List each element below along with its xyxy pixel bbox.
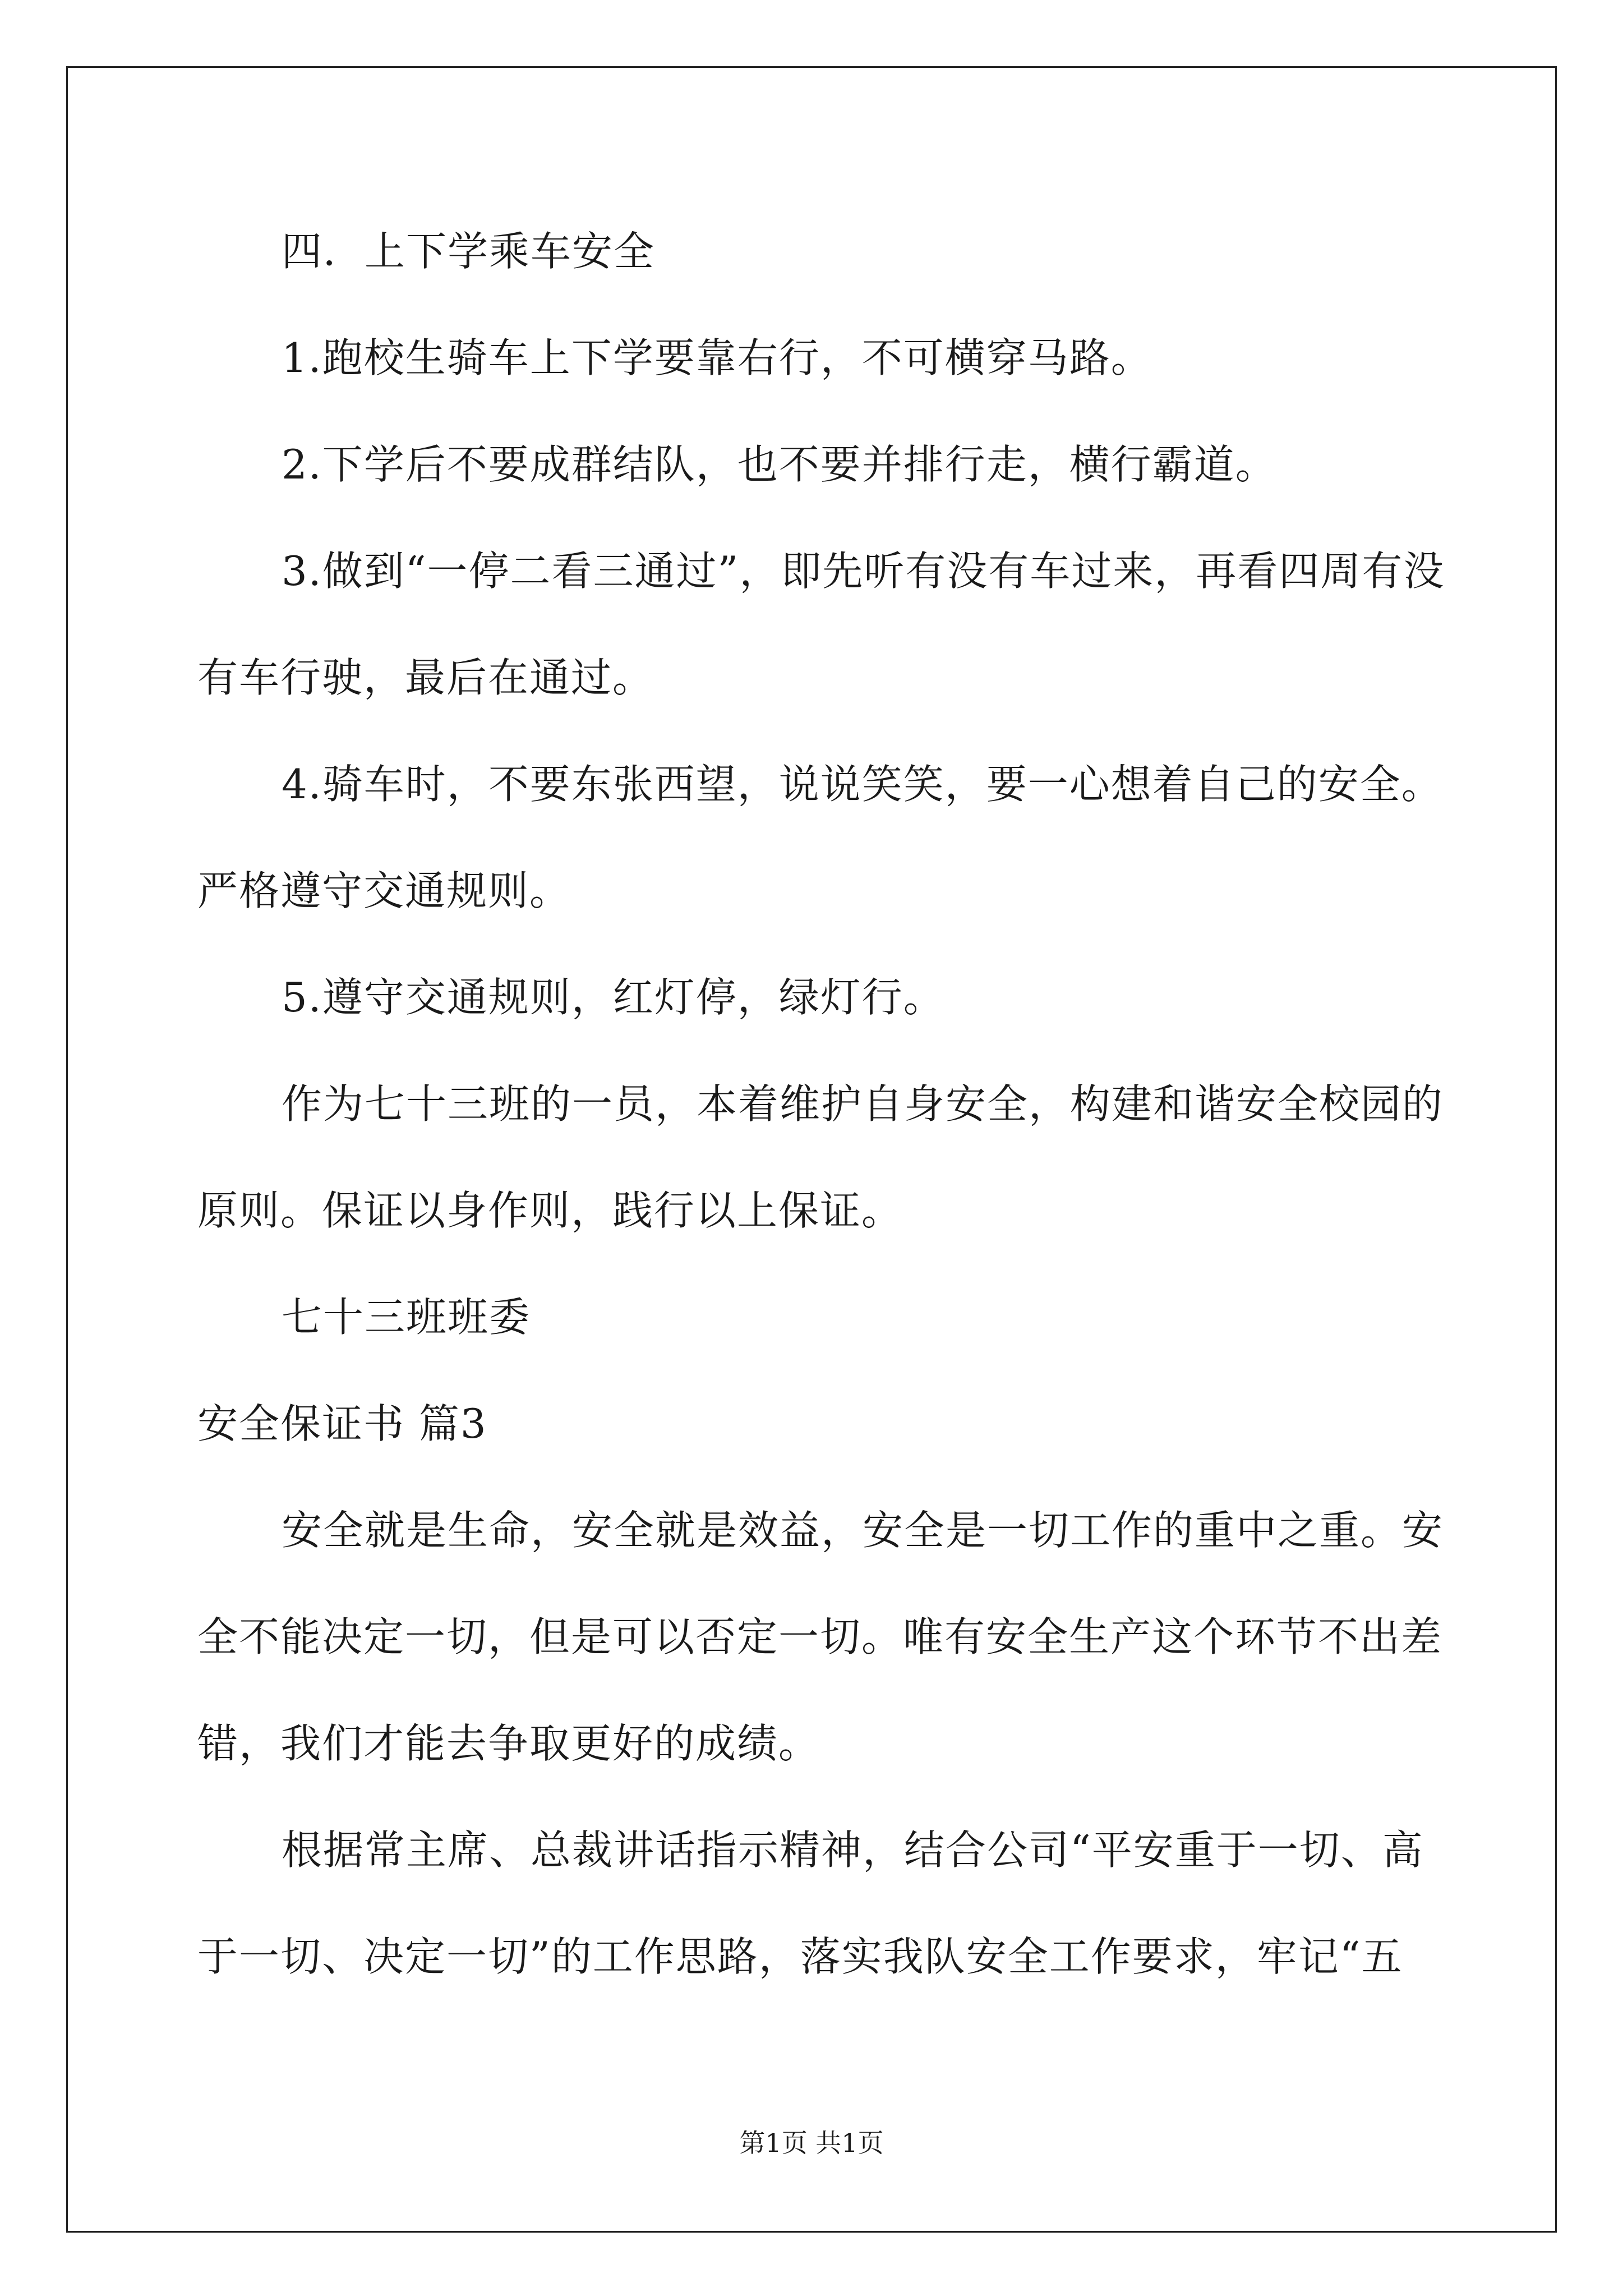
paragraph-1-line-1: 安全就是生命，安全就是效益，安全是一切工作的重中之重。安	[282, 1507, 1444, 1554]
paragraph-2-line-1: 根据常主席、总裁讲话指示精神，结合公司“平安重于一切、高	[282, 1826, 1424, 1874]
page-border	[66, 66, 1557, 2233]
rule-4-line-2: 严格遵守交通规则。	[197, 867, 571, 914]
pledge-paragraph-line-2: 原则。保证以身作则，践行以上保证。	[197, 1187, 903, 1234]
section-heading-travel-safety: 四．上下学乘车安全	[282, 228, 656, 275]
rule-1: 1.跑校生骑车上下学要靠右行，不可横穿马路。	[282, 334, 1152, 381]
paragraph-1-line-2: 全不能决定一切，但是可以否定一切。唯有安全生产这个环节不出差	[197, 1613, 1443, 1660]
page-number-footer: 第1页 共1页	[739, 2128, 884, 2158]
rule-3-line-2: 有车行驶，最后在通过。	[197, 654, 654, 701]
signature-class-committee: 七十三班班委	[282, 1294, 531, 1341]
rule-3-line-1: 3.做到“一停二看三通过”，即先听有没有车过来，再看四周有没	[282, 547, 1445, 595]
section-title-pledge-3: 安全保证书 篇3	[197, 1400, 487, 1447]
rule-5: 5.遵守交通规则，红灯停，绿灯行。	[282, 974, 945, 1021]
paragraph-2-line-2: 于一切、决定一切”的工作思路，落实我队安全工作要求，牢记“五	[197, 1933, 1403, 1980]
paragraph-1-line-3: 错，我们才能去争取更好的成绩。	[197, 1720, 820, 1767]
rule-2: 2.下学后不要成群结队，也不要并排行走，横行霸道。	[282, 441, 1277, 488]
rule-4-line-1: 4.骑车时，不要东张西望，说说笑笑，要一心想着自己的安全。	[282, 761, 1443, 808]
pledge-paragraph-line-1: 作为七十三班的一员，本着维护自身安全，构建和谐安全校园的	[282, 1080, 1444, 1128]
